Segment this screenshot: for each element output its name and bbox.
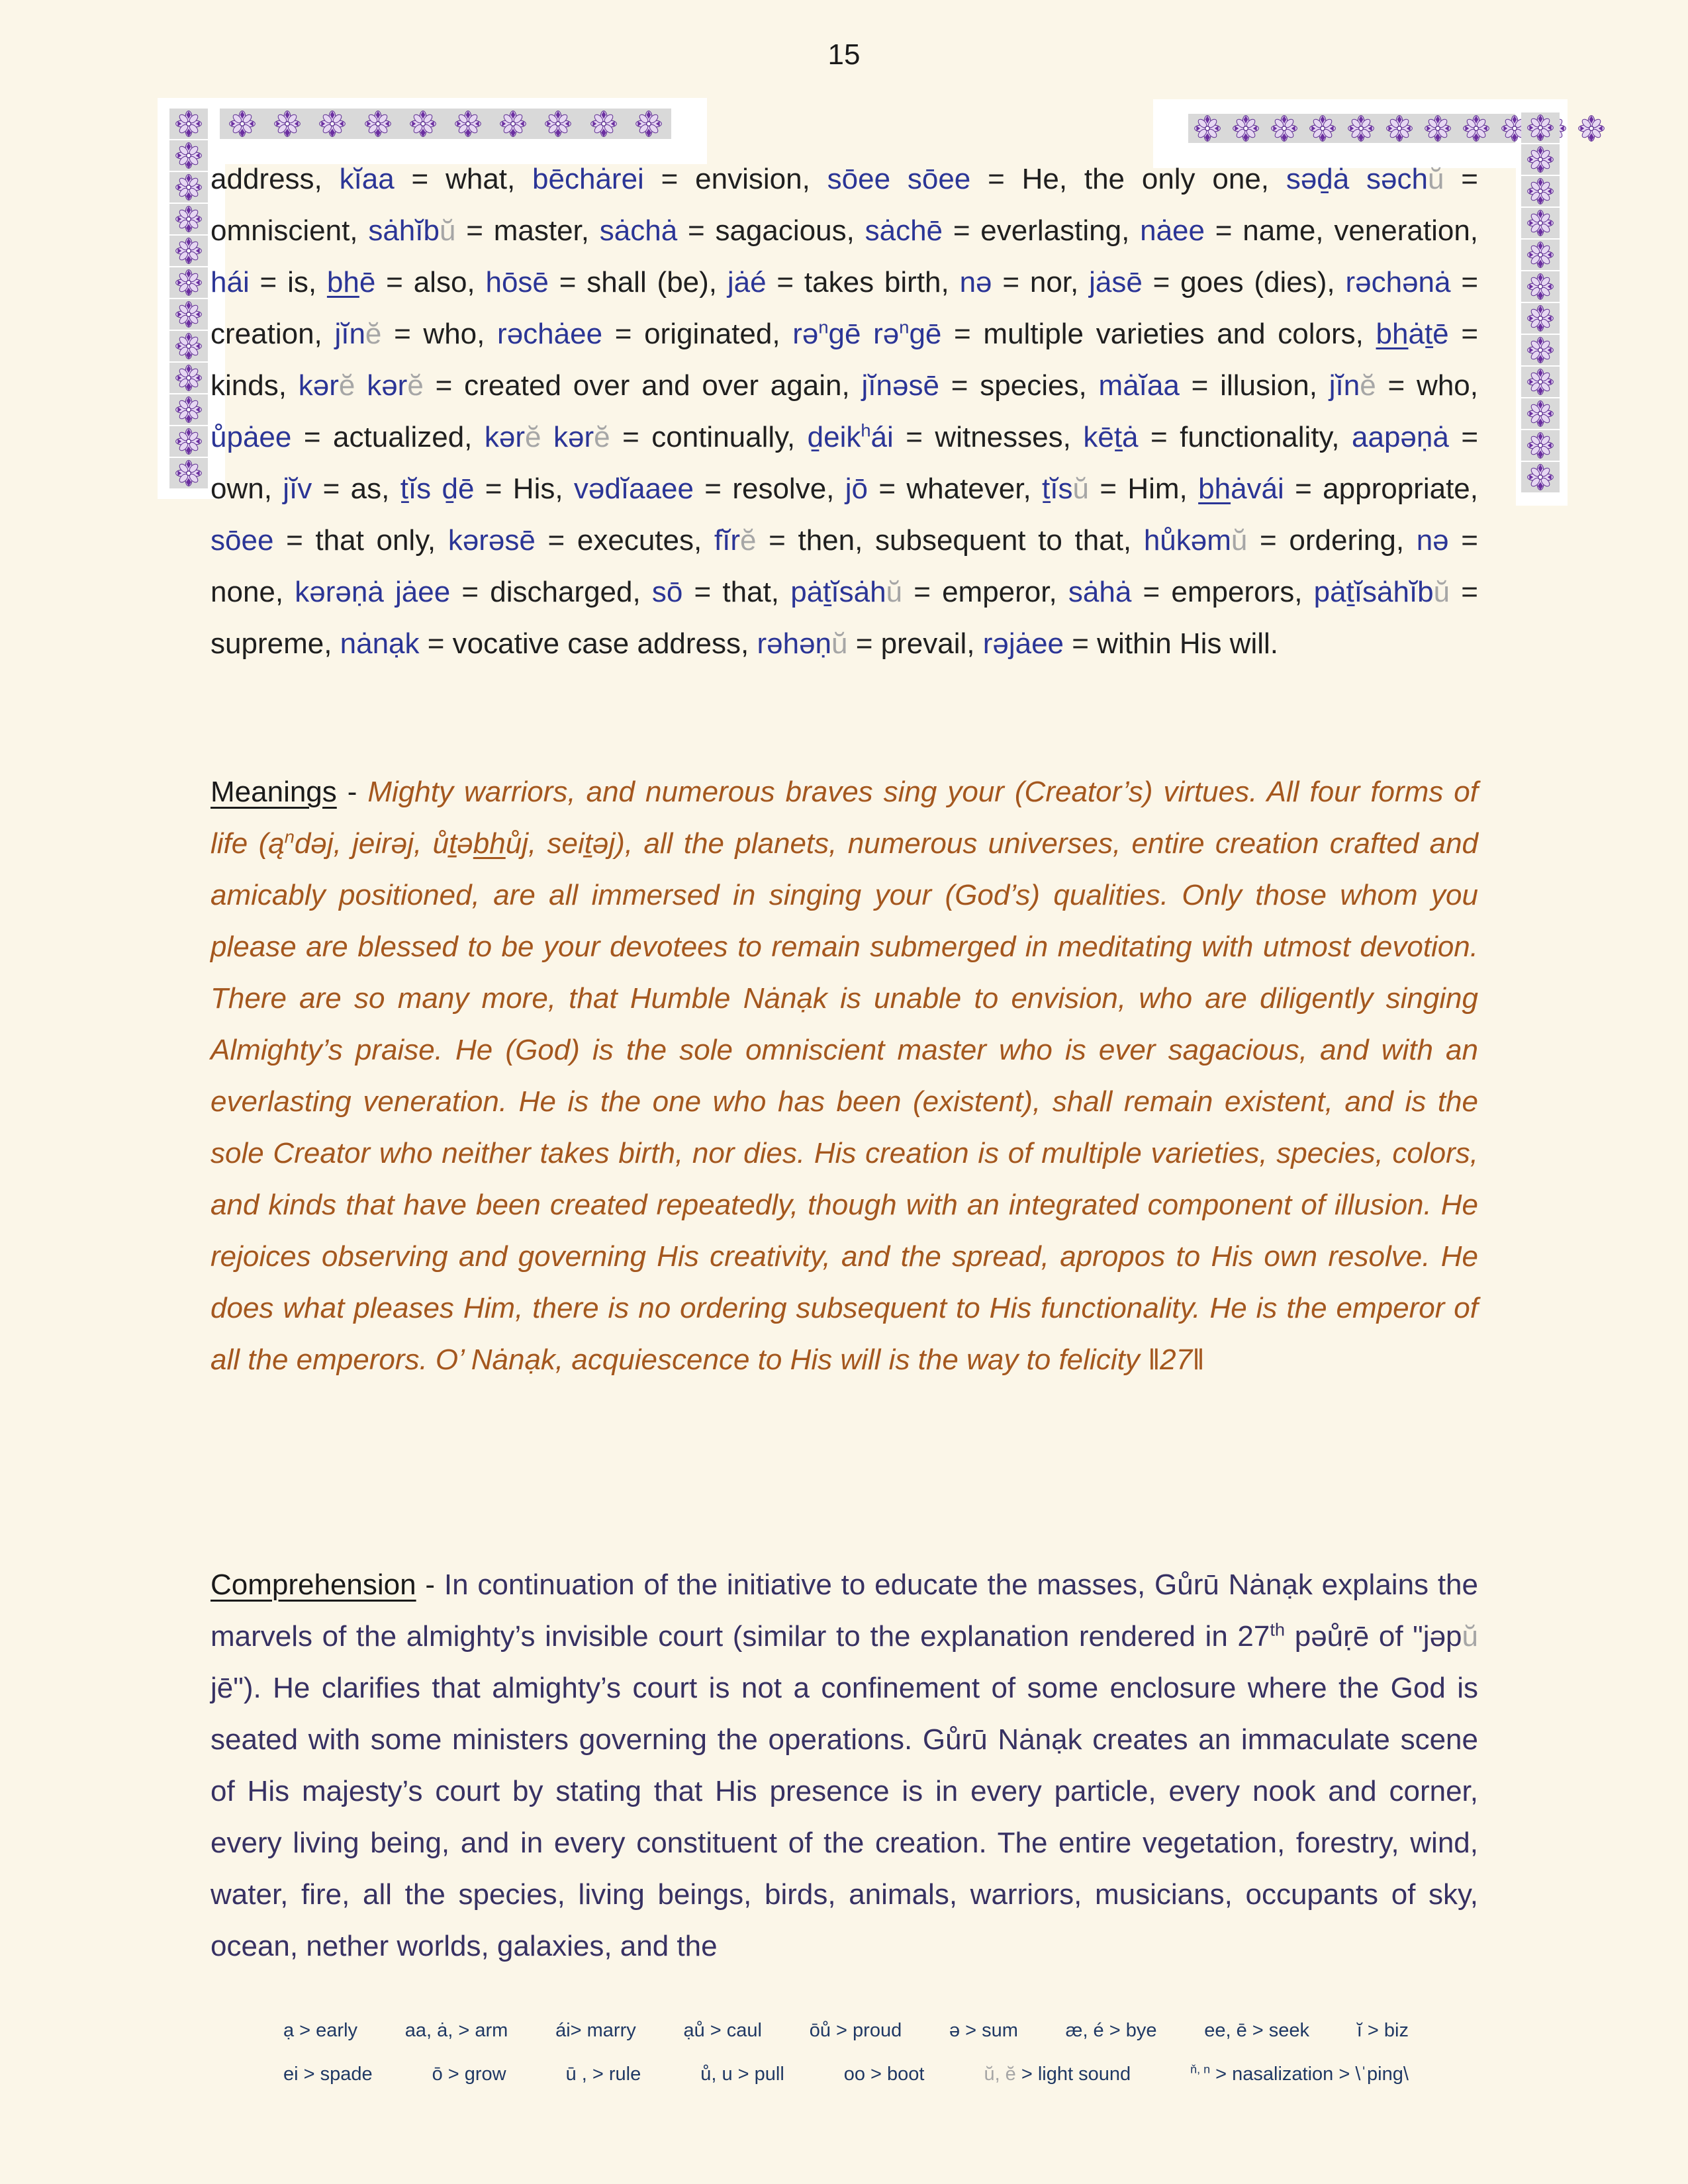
flower-icon: [175, 396, 202, 423]
ornament-column-left: [169, 109, 208, 488]
flower-tile: [1521, 176, 1560, 206]
pronunciation-item: ĭ > biz: [1356, 2020, 1409, 2041]
comprehension-dash: -: [416, 1569, 444, 1601]
flower-icon: [175, 111, 202, 137]
pronunciation-item: ə > sum: [949, 2020, 1018, 2041]
flower-tile: [359, 109, 397, 139]
meanings-text: Mighty warriors, and numerous braves sing your (Creator’s) virtues. All four forms of life ($ą^ndəj$, jeirəj, ůṯəbhůj, seiṯəj), all the planets, numerous universes, entire creation crafted and amicably positioned, are all immersed in singing your (God’s) qualities. Only those whom you please are blessed to be your devotees to remain submerged in meditating with utmost devotion. There are so many more, that Humble Nȧnạk is unable to envision, who are diligently singing Almighty’s praise. He (God) is the sole omniscient master who is ever sagacious, and with an everlasting veneration. He is the one who has been (existent), shall remain existent, and is the sole Creator who neither takes birth, nor dies. His creation is of multiple varieties, species, colors, and kinds that have been created repeatedly, though with an integrated component of illusion. He rejoices observing and governing His creativity, and the spread, apropos to His own resolve. He does what pleases Him, there is no ordering subsequent to His functionality. He is the emperor of all the emperors. O’ Nȧnạk, acquiescence to His will is the way to felicity ‖27‖: [211, 776, 1479, 1376]
flower-icon: [635, 111, 662, 137]
meanings-dash: -: [336, 776, 368, 808]
comprehension-paragraph: [211, 1559, 1478, 1972]
flower-icon: [1527, 146, 1554, 173]
flower-tile: [449, 109, 487, 139]
flower-tile: [539, 109, 577, 139]
flower-icon: [1463, 115, 1489, 142]
flower-icon: [1527, 242, 1554, 268]
flower-icon: [1194, 115, 1221, 142]
pronunciation-item: ái> marry: [555, 2020, 636, 2041]
pronunciation-guide-row-2: [283, 2064, 1409, 2085]
flower-tile: [1419, 113, 1457, 144]
flower-icon: [1233, 115, 1259, 142]
flower-tile: [169, 267, 208, 298]
flower-icon: [1527, 178, 1554, 205]
flower-tile: [1521, 398, 1560, 429]
flower-icon: [365, 111, 391, 137]
flower-icon: [1578, 115, 1605, 142]
flower-tile: [223, 109, 261, 139]
flower-tile: [1572, 113, 1611, 144]
flower-tile: [169, 140, 208, 171]
flower-tile: [1521, 367, 1560, 397]
flower-tile: [1521, 462, 1560, 492]
pronunciation-item: $^{ň, n}$ > nasalization > \ˈping\: [1190, 2062, 1409, 2085]
flower-tile: [169, 394, 208, 425]
flower-tile: [1521, 208, 1560, 238]
comprehension-text: In continuation of the initiative to educate the masses, Gůrū Nȧnạk explains the marvels of the almighty’s invisible court (similar to the explanation rendered in 27th pəůṛē of "jəpŭ jē"). He clarifies that almighty’s court is not a confinement of some enclosure where the God is seated with some ministers governing the operations. Gůrū Nȧnạk creates an immaculate scene of His majesty’s court by stating that His presence is in every particle, every nook and corner, every living being, and in every constituent of the creation. The entire vegetation, forestry, wind, water, fire, all the species, living beings, birds, animals, warriors, musicians, occupants of sky, ocean, nether worlds, galaxies, and the: [211, 1569, 1478, 1962]
flower-icon: [1527, 114, 1554, 141]
flower-tile: [1303, 113, 1342, 144]
comprehension-heading: Comprehension: [211, 1569, 416, 1601]
flower-icon: [410, 111, 436, 137]
pronunciation-item: ōů > proud: [809, 2020, 902, 2041]
flower-icon: [175, 238, 202, 264]
flower-icon: [1527, 337, 1554, 363]
pronunciation-item: aa, ȧ, > arm: [404, 2020, 508, 2041]
pronunciation-item: ū , > rule: [565, 2064, 641, 2085]
pronunciation-item: ō > grow: [432, 2064, 506, 2085]
flower-tile: [1227, 113, 1265, 144]
flower-tile: [585, 109, 623, 139]
pronunciation-item: ee, ē > seek: [1204, 2020, 1310, 2041]
vocabulary-text: address, kĭaa = what, bēchȧrei = envision, sōee sōee = He, the only one, səḏȧ səchŭ = omniscient, sȧhĭbŭ = master, sȧchȧ = sagacious, sȧchē = everlasting, nȧee = name, veneration, hái = is, bhē = also, hōsē = shall (be), jȧé = takes birth, nə = nor, jȧsē = goes (dies), rəchənȧ = creation, jĭnĕ = who, rəchȧee = originated, rə$^n$gē rə$^n$gē = multiple varieties and colors, bhȧṯē = kinds, kərĕ kərĕ = created over and over again, jĭnəsē = species, mȧĭaa = illusion, jĭnĕ = who, ůpȧee = actualized, kərĕ kərĕ = continually, ḏeik$^h$ái = witnesses, kēṯȧ = functionality, aapəṇȧ = own, jĭv = as, ṯĭs ḏē = His, vədĭaaee = resolve, jō = whatever, ṯĭsŭ = Him, bhȧvái = appropriate, sōee = that only, kərəsē = executes, fĭrĕ = then, subsequent to that, hůkəmŭ = ordering, nə = none, kərəṇȧ jȧee = discharged, sō = that, pȧṯĭsȧhŭ = emperor, sȧhȧ = emperors, pȧṯĭsȧhĭbŭ = supreme, nȧnạk = vocative case address, rəhəṇŭ = prevail, rəjȧee = within His will.: [211, 163, 1479, 660]
flower-tile: [1521, 271, 1560, 302]
flower-icon: [1425, 115, 1451, 142]
flower-icon: [319, 111, 346, 137]
meanings-paragraph: [211, 766, 1478, 1386]
flower-icon: [545, 111, 571, 137]
flower-icon: [1527, 305, 1554, 332]
flower-tile: [1265, 113, 1303, 144]
flower-icon: [1527, 432, 1554, 459]
flower-icon: [175, 301, 202, 328]
vocabulary-paragraph: [211, 154, 1478, 670]
pronunciation-item: ạů > caul: [683, 2020, 762, 2041]
flower-tile: [169, 204, 208, 234]
flower-tile: [169, 458, 208, 488]
flower-icon: [175, 333, 202, 359]
flower-tile: [169, 236, 208, 266]
flower-tile: [169, 331, 208, 361]
flower-tile: [1521, 303, 1560, 334]
flower-tile: [630, 109, 668, 139]
flower-tile: [313, 109, 352, 139]
flower-icon: [175, 428, 202, 455]
flower-icon: [1527, 464, 1554, 490]
flower-tile: [404, 109, 442, 139]
pronunciation-item: æ, é > bye: [1065, 2020, 1157, 2041]
pronunciation-item: ů, u > pull: [700, 2064, 784, 2085]
flower-tile: [494, 109, 532, 139]
ornament-column-right: [1521, 113, 1560, 492]
flower-icon: [1386, 115, 1413, 142]
page-number: 15: [827, 38, 861, 71]
flower-icon: [1527, 273, 1554, 300]
flower-tile: [1521, 335, 1560, 365]
pronunciation-item: ạ > early: [283, 2020, 358, 2041]
flower-icon: [590, 111, 617, 137]
flower-tile: [268, 109, 306, 139]
flower-tile: [1380, 113, 1419, 144]
flower-icon: [175, 365, 202, 391]
flower-icon: [175, 269, 202, 296]
flower-tile: [169, 426, 208, 457]
flower-icon: [175, 142, 202, 169]
flower-icon: [1527, 210, 1554, 236]
flower-tile: [1521, 113, 1560, 143]
flower-icon: [1271, 115, 1297, 142]
flower-tile: [1521, 430, 1560, 461]
flower-tile: [1521, 240, 1560, 270]
meanings-heading: Meanings: [211, 776, 337, 808]
pronunciation-item: ŭ, ĕ > light sound: [984, 2064, 1131, 2085]
flower-icon: [274, 111, 301, 137]
flower-icon: [229, 111, 256, 137]
flower-tile: [1457, 113, 1495, 144]
flower-tile: [169, 109, 208, 139]
flower-tile: [169, 299, 208, 330]
flower-icon: [455, 111, 481, 137]
flower-icon: [175, 206, 202, 232]
flower-icon: [175, 174, 202, 201]
flower-tile: [169, 363, 208, 393]
pronunciation-guide-row-1: [283, 2020, 1409, 2042]
pronunciation-item: ei > spade: [283, 2064, 373, 2085]
flower-tile: [1188, 113, 1227, 144]
flower-icon: [1309, 115, 1336, 142]
flower-icon: [500, 111, 526, 137]
ornament-band-top-left: [220, 109, 671, 139]
pronunciation-item: oo > boot: [843, 2064, 925, 2085]
flower-icon: [1527, 400, 1554, 427]
flower-tile: [1342, 113, 1380, 144]
flower-icon: [175, 460, 202, 486]
flower-tile: [169, 172, 208, 203]
flower-tile: [1521, 144, 1560, 175]
ornament-band-top-right: [1188, 114, 1515, 143]
flower-icon: [1527, 369, 1554, 395]
flower-icon: [1348, 115, 1374, 142]
